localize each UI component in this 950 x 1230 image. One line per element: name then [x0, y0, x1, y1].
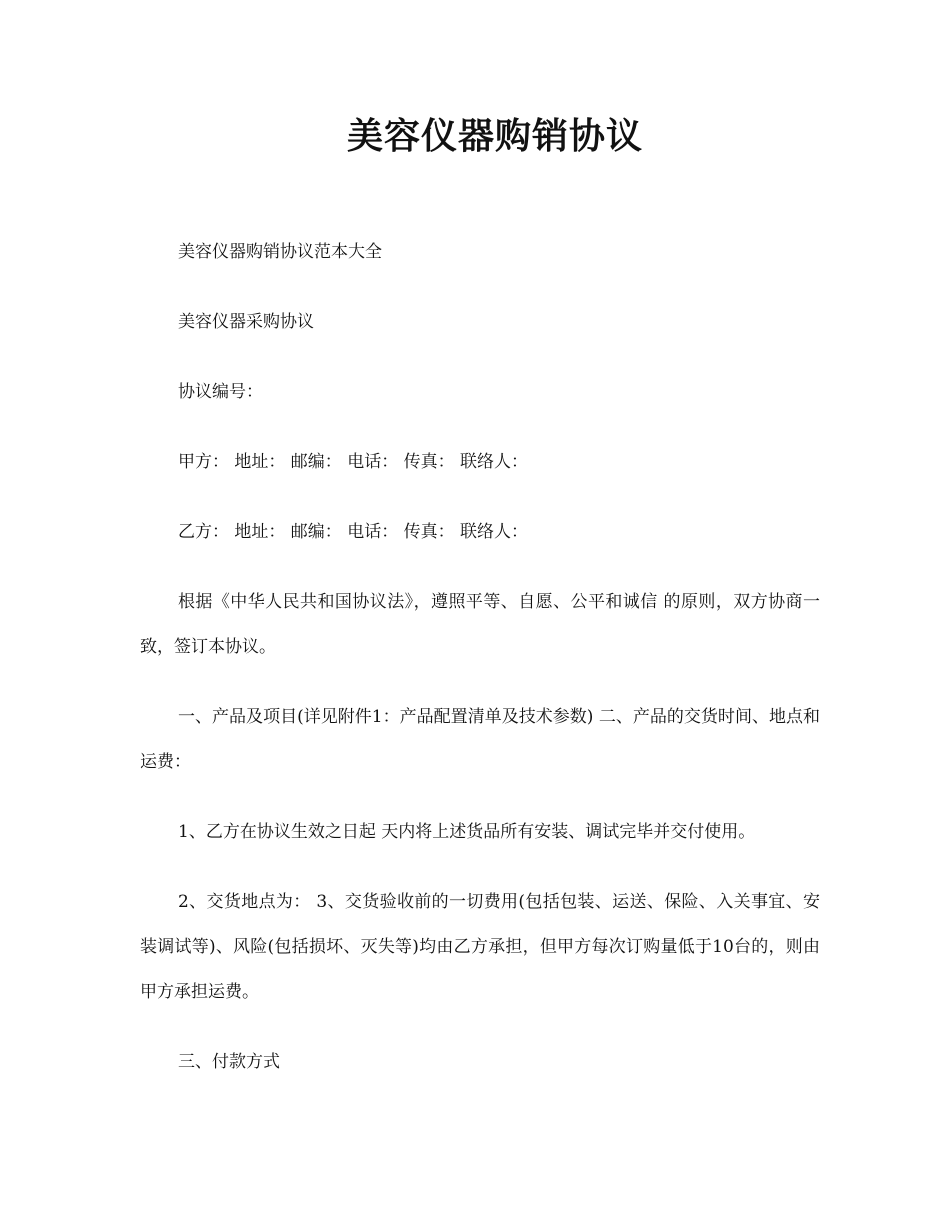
paragraph-clause-1: 1、乙方在协议生效之日起 天内将上述货品所有安装、调试完毕并交付使用。: [178, 822, 756, 842]
paragraph-section-three: 三、付款方式: [178, 1052, 280, 1072]
paragraph-purchase-agreement: 美容仪器采购协议: [178, 312, 314, 332]
paragraph-party-a: 甲方： 地址： 邮编： 电话： 传真： 联络人：: [178, 452, 529, 472]
document-body: [140, 230, 820, 1110]
paragraph-party-b: 乙方： 地址： 邮编： 电话： 传真： 联络人：: [178, 522, 529, 542]
paragraph-clause-2-3: 2、交货地点为： 3、交货验收前的一切费用(包括包装、运送、保险、入关事宜、安装调试等)、风险(包括损坏、灭失等)均由乙方承担，但甲方每次订购量低于10台的，则由甲方承担运费。: [140, 892, 820, 1002]
paragraph-agreement-number: 协议编号：: [178, 382, 263, 402]
document-title: 美容仪器购销协议: [346, 115, 643, 157]
paragraph-section-one: 一、产品及项目(详见附件1：产品配置清单及技术参数) 二、产品的交货时间、地点和运费：: [140, 707, 820, 772]
paragraph-legal-basis: 根据《中华人民共和国协议法》，遵照平等、自愿、公平和诚信 的原则，双方协商一致，签订本协议。: [140, 592, 820, 657]
paragraph-subtitle: 美容仪器购销协议范本大全: [178, 242, 382, 262]
